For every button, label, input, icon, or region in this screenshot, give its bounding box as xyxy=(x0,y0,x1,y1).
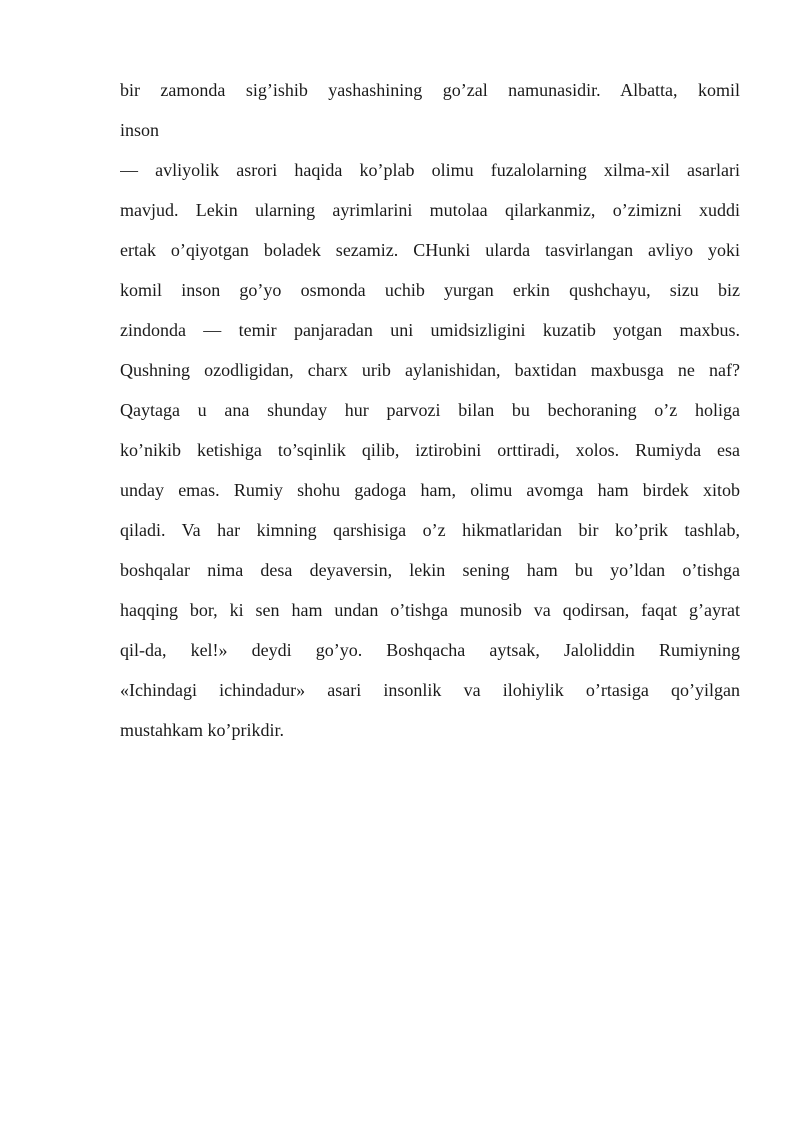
text-line-8: Qushning ozodligidan, charx urib aylanishidan, baxtidan maxbusga ne naf? xyxy=(120,360,740,380)
text-line-15: qil-da, kel!» deydi go’yo. Boshqacha aytsak, Jaloliddin Rumiyning xyxy=(120,640,740,660)
text-line-9: Qaytaga u ana shunday hur parvozi bilan bu bechoraning o’z holiga xyxy=(120,400,740,420)
body-text xyxy=(120,70,740,750)
text-line-1: bir zamonda sig’ishib yashashining go’zal namunasidir. Albatta, komil xyxy=(120,80,740,100)
text-line-13: boshqalar nima desa deyaversin, lekin sening ham bu yo’ldan o’tishga xyxy=(120,560,740,580)
text-line-6: komil inson go’yo osmonda uchib yurgan erkin qushchayu, sizu biz xyxy=(120,280,740,300)
text-line-3: — avliyolik asrori haqida ko’plab olimu fuzalolarning xilma-xil asarlari xyxy=(120,160,740,180)
text-line-16: «Ichindagi ichindadur» asari insonlik va ilohiylik o’rtasiga qo’yilgan xyxy=(120,680,740,700)
text-line-17: mustahkam ko’prikdir. xyxy=(120,720,284,740)
text-line-10: ko’nikib ketishiga to’sqinlik qilib, iztirobini orttiradi, xolos. Rumiyda esa xyxy=(120,440,740,460)
text-line-5: ertak o’qiyotgan boladek sezamiz. CHunki ularda tasvirlangan avliyo yoki xyxy=(120,240,740,260)
text-line-12: qiladi. Va har kimning qarshisiga o’z hikmatlaridan bir ko’prik tashlab, xyxy=(120,520,740,540)
text-line-7: zindonda — temir panjaradan uni umidsizligini kuzatib yotgan maxbus. xyxy=(120,320,740,340)
text-line-11: unday emas. Rumiy shohu gadoga ham, olimu avomga ham birdek xitob xyxy=(120,480,740,500)
text-line-14: haqqing bor, ki sen ham undan o’tishga munosib va qodirsan, faqat g’ayrat xyxy=(120,600,740,620)
text-line-4: mavjud. Lekin ularning ayrimlarini mutolaa qilarkanmiz, o’zimizni xuddi xyxy=(120,200,740,220)
text-line-2: inson xyxy=(120,120,160,140)
